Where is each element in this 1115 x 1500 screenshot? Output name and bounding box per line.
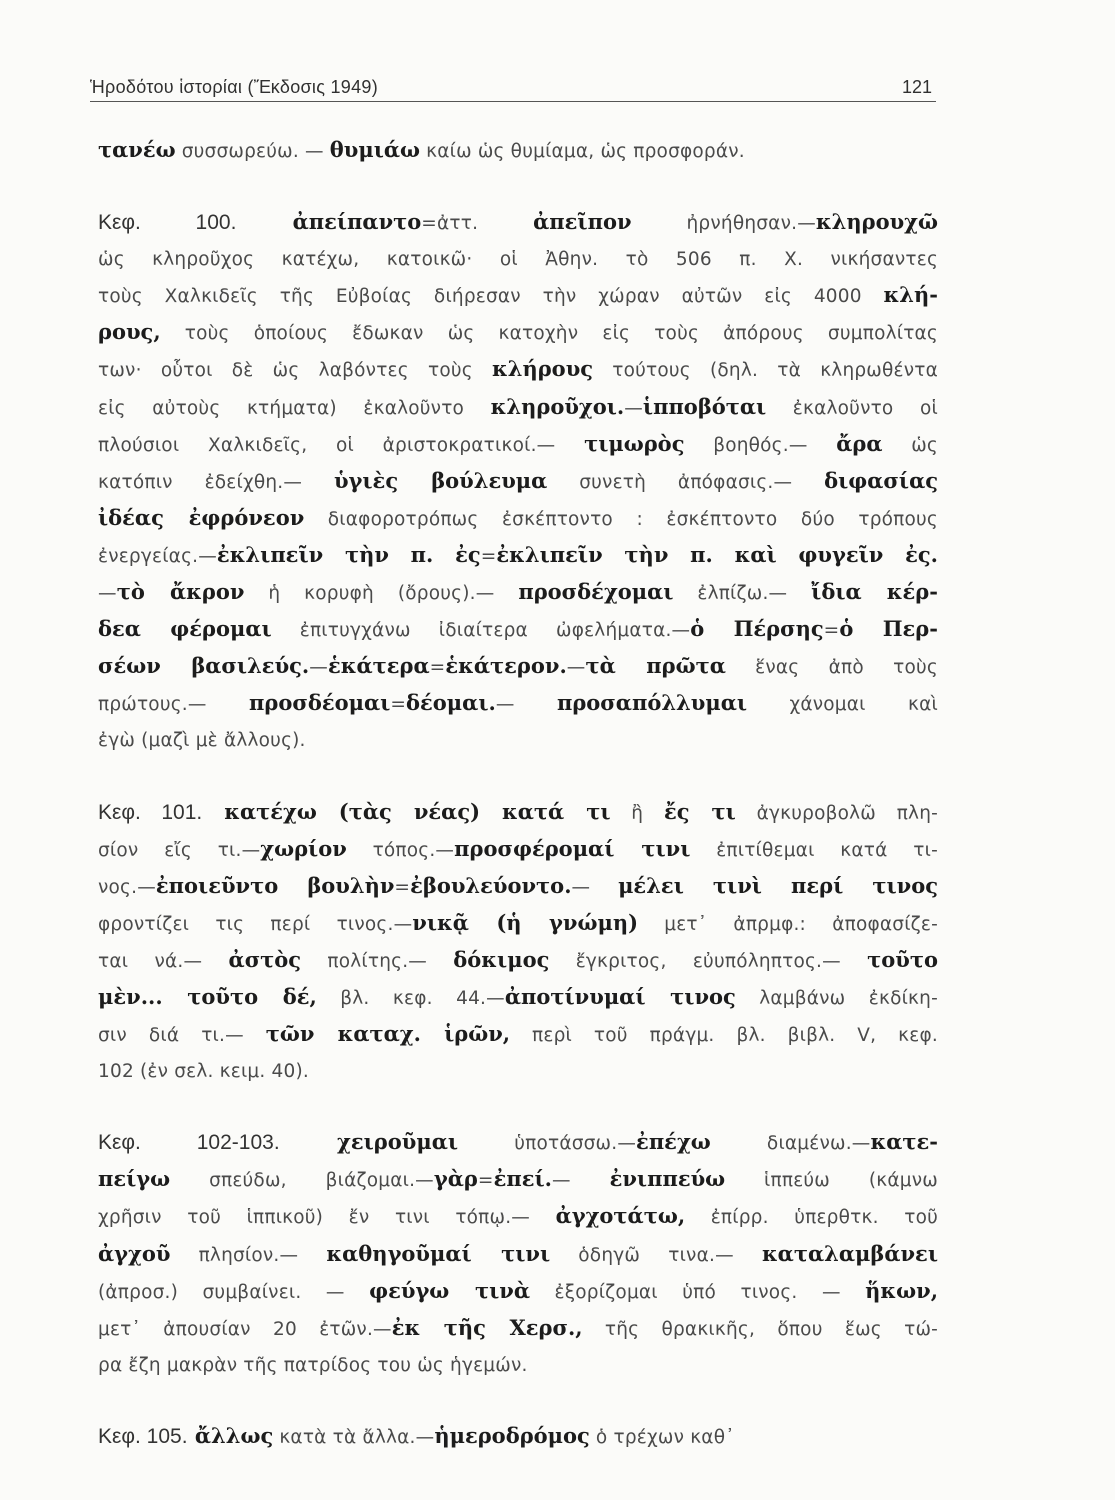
gloss: διαφοροτρόπως ἐσκέπτοντο : ἐσκέπτοντο δύο τρόπους <box>304 508 938 530</box>
lemma: ὑγιὲς βούλευμα <box>333 467 548 493</box>
gloss: ἐπιτίθεμαι κατά τι- <box>690 839 938 861</box>
lemma: ἐπέχω <box>636 1129 711 1155</box>
gloss: ἔγκριτος, εὐυπόληπτος.— <box>549 950 868 972</box>
text-line <box>98 1236 938 1273</box>
lemma: μέλει τινὶ περί τινος <box>618 872 938 898</box>
gloss: = <box>480 545 497 567</box>
lemma: ἑκάτερον. <box>445 653 567 679</box>
paragraph-kef102 <box>98 1124 938 1383</box>
lemma: χειροῦμαι <box>279 1129 459 1155</box>
text-line <box>98 942 938 979</box>
text-line <box>98 314 938 351</box>
gloss: — <box>551 1170 610 1192</box>
gloss: σιν διά τι.— <box>98 1025 266 1047</box>
gloss: κατόπιν ἐδείχθη.— <box>98 471 334 493</box>
running-head <box>90 73 936 102</box>
lemma: δεα φέρομαι <box>98 616 272 642</box>
lemma: ὁ Περ- <box>839 616 938 642</box>
gloss: βλ. κεφ. 44.— <box>316 987 505 1009</box>
gloss: λαμβάνω ἐκδίκη- <box>735 987 938 1009</box>
lemma: κλή- <box>883 282 938 308</box>
gloss: = <box>390 694 407 716</box>
text-line <box>98 794 938 831</box>
gloss: ἐγὼ (μαζὶ μὲ ἄλλους). <box>98 730 306 752</box>
lemma: ὁ Πέρσης <box>690 616 824 642</box>
gloss: ἢ <box>610 802 664 824</box>
gloss: — <box>495 694 557 716</box>
lemma: ἐβουλεύοντο. <box>410 872 572 898</box>
gloss: πρώτους.— <box>98 694 250 716</box>
gloss: τῆς θρακικῆς, ὅπου ἕως τώ- <box>582 1318 938 1340</box>
text-line <box>98 204 938 241</box>
text-line <box>98 1310 938 1347</box>
lemma: ἐκλιπεῖν τὴν π. καὶ φυγεῖν ἐς. <box>496 541 938 567</box>
lemma: προσδέχομαι <box>518 579 674 605</box>
text-line <box>98 277 938 314</box>
text-line <box>98 426 938 463</box>
gloss: τοὺς ὁποίους ἔδωκαν ὡς κατοχὴν εἰς τοὺς ἀπόρους συμπολίτας <box>160 323 938 345</box>
gloss: ἐκαλοῦντο οἱ <box>766 397 938 419</box>
text-line <box>98 1016 938 1053</box>
text-line <box>98 389 938 426</box>
text-line <box>98 1273 938 1310</box>
lemma: τὸ ἄκρον <box>116 579 245 605</box>
gloss: ται νά.— <box>98 950 229 972</box>
lemma: χωρίον <box>260 835 347 861</box>
gloss: — <box>571 876 619 898</box>
gloss: ἡ κορυφὴ (ὄρους).— <box>244 583 519 605</box>
lemma: καταλαμβάνει <box>761 1240 938 1266</box>
gloss: ἀγκυροβολῶ πλη- <box>735 802 938 824</box>
lemma: κληρουχῶ <box>815 209 938 235</box>
gloss: των· οὗτοι δὲ ὡς λαβόντες τοὺς <box>98 360 492 382</box>
text-line <box>98 537 938 574</box>
chapter-label: Κεφ. <box>98 1424 147 1448</box>
chapter-label: Κεφ. <box>98 211 196 235</box>
lemma: ἔς τι <box>663 798 736 824</box>
gloss: κατὰ τὰ ἄλλα.— <box>273 1426 435 1448</box>
text-line <box>98 1124 938 1161</box>
text-line <box>98 611 938 648</box>
text-line <box>98 241 938 277</box>
text-line <box>98 868 938 905</box>
chapter-label: Κεφ. <box>98 800 162 824</box>
gloss: ἠρνήθησαν.— <box>631 213 816 235</box>
paragraph-kef101 <box>98 794 938 1090</box>
paragraph-kef100 <box>98 204 938 758</box>
gloss: βοηθός.— <box>684 434 837 456</box>
lemma: ἀπεῖπον <box>533 209 632 235</box>
text-line <box>98 1347 938 1383</box>
lemma: κληροῦχοι. <box>490 393 625 419</box>
text-line <box>98 685 938 722</box>
lemma: κλήρους <box>491 356 594 382</box>
lemma: ἀγχοῦ <box>98 1240 171 1266</box>
lemma: ἀποτίνυμαί τινος <box>504 983 736 1009</box>
gloss: = <box>429 657 446 679</box>
gloss: τούτους (δηλ. τὰ κληρωθέντα <box>593 360 938 382</box>
gloss: χρῆσιν τοῦ ἱππικοῦ) ἔν τινι τόπῳ.— <box>98 1207 556 1229</box>
text-line <box>98 351 938 388</box>
lemma: τῶν καταχ. ἱρῶν, <box>265 1021 511 1047</box>
lemma: προσφέρομαί τινι <box>454 835 691 861</box>
gloss: =ἀττ. <box>421 213 534 235</box>
lemma: ἐκ τῆς Χερσ., <box>391 1314 583 1340</box>
gloss: ἐπιτυγχάνω ἰδιαίτερα ὠφελήματα.— <box>271 620 691 642</box>
gloss: πολίτης.— <box>301 950 454 972</box>
lemma: ἐποιεῦντο βουλὴν <box>155 872 395 898</box>
gloss: (ἀπροσ.) συμβαίνει. — <box>98 1281 370 1303</box>
text-line <box>98 1418 938 1455</box>
chapter-number: 100. <box>195 211 237 235</box>
lemma: σέων βασιλεύς. <box>98 653 310 679</box>
gloss: — <box>566 657 586 679</box>
chapter-number: 101. <box>161 800 203 824</box>
lemma: νικᾷ (ἡ γνώμη) <box>412 909 639 935</box>
lemma: ἀπείπαντο <box>236 209 422 235</box>
gloss: φροντίζει τις περί τινος.— <box>98 913 413 935</box>
gloss: ὑποτάσσω.— <box>458 1133 637 1155</box>
text-line <box>98 831 938 868</box>
gloss: πλούσιοι Χαλκιδεῖς, οἱ ἀριστοκρατικοί.— <box>98 434 585 456</box>
running-head-title: Ἡροδότου ἱστορίαι (Ἔκδοσις 1949) <box>90 77 379 97</box>
lemma: ἴδια κέρ- <box>811 579 938 605</box>
lemma: τιμωρὸς <box>584 430 685 456</box>
lemma: γὰρ <box>433 1166 478 1192</box>
lemma: κατε- <box>870 1129 938 1155</box>
chapter-label: Κεφ. <box>98 1131 197 1155</box>
lemma: μὲν... τοῦτο δέ, <box>98 983 317 1009</box>
lemma: ἐνιππεύω <box>609 1166 726 1192</box>
gloss: καίω ὡς θυμίαμα, ὡς προσφοράν. <box>420 141 745 162</box>
lemma: ἱπποβόται <box>642 393 767 419</box>
gloss: = <box>823 620 840 642</box>
gloss: συσσωρεύω. — <box>175 141 330 162</box>
gloss: τόπος.— <box>346 839 455 861</box>
lemma: τανέω <box>98 137 176 162</box>
gloss: εἰς αὐτοὺς κτήματα) ἐκαλοῦντο <box>98 397 491 419</box>
lemma: διφασίας <box>824 467 938 493</box>
gloss: πλησίον.— <box>170 1244 327 1266</box>
lemma: ἀστὸς <box>228 946 302 972</box>
gloss: νος.— <box>98 876 156 898</box>
text-line <box>98 574 938 611</box>
gloss: — <box>98 583 117 605</box>
lemma: ἡμεροδρόμος <box>434 1422 590 1448</box>
lemma: καθηγοῦμαί τινι <box>326 1240 551 1266</box>
gloss: ἕνας ἀπὸ τοὺς <box>725 657 938 679</box>
gloss: ὁ τρέχων καθ᾽ <box>589 1426 735 1448</box>
gloss: — <box>309 657 328 679</box>
gloss: = <box>477 1170 494 1192</box>
lemma: κατέχω (τὰς νέας) κατά τι <box>202 798 611 824</box>
lemma: πείγω <box>98 1166 171 1192</box>
text-line <box>98 648 938 685</box>
lemma: δόκιμος <box>453 946 550 972</box>
gloss: ὡς <box>882 434 938 456</box>
gloss: = <box>394 876 411 898</box>
gloss: περὶ τοῦ πράγμ. βλ. βιβλ. V, κεφ. <box>510 1025 938 1047</box>
gloss: τοὺς Χαλκιδεῖς τῆς Εὐβοίας διήρεσαν τὴν χώραν αὐτῶν εἰς 4000 <box>98 286 884 308</box>
page-number: 121 <box>901 77 932 97</box>
chapter-number: 105. <box>146 1424 188 1448</box>
text-line <box>98 132 938 169</box>
gloss: σπεύδω, βιάζομαι.— <box>170 1170 434 1192</box>
text-line <box>98 722 938 758</box>
chapter-number: 102-103. <box>196 1131 280 1155</box>
lemma: προσδέομαι <box>249 690 391 716</box>
gloss: χάνομαι καὶ <box>747 694 938 716</box>
lemma: τοῦτο <box>867 946 938 972</box>
gloss: ὁδηγῶ τινα.— <box>550 1244 762 1266</box>
text-line <box>98 463 938 500</box>
text-line <box>98 1198 938 1235</box>
lemma: ἀγχοτάτω, <box>555 1203 686 1229</box>
lemma: φεύγω τινὰ <box>369 1277 531 1303</box>
gloss: μετ᾽ ἀπουσίαν 20 ἐτῶν.— <box>98 1318 392 1340</box>
lemma: δέομαι. <box>406 690 496 716</box>
lemma: τὰ πρῶτα <box>585 653 726 679</box>
lemma: ἰδέας ἐφρόνεον <box>98 504 305 530</box>
lemma: ἐπεί. <box>493 1166 552 1192</box>
commentary-body <box>98 132 938 1455</box>
text-line <box>98 1053 938 1089</box>
text-line <box>98 500 938 537</box>
gloss: ἐξορίζομαι ὑπό τινος. — <box>530 1281 866 1303</box>
lemma: ἄρα <box>836 430 883 456</box>
text-line <box>98 905 938 942</box>
lemma: ἑκάτερα <box>327 653 430 679</box>
gloss: ὡς κληροῦχος κατέχω, κατοικῶ· οἱ Ἀθην. τὸ 506 π. Χ. νικήσαντες <box>98 249 938 271</box>
gloss: 102 (ἐν σελ. κειμ. 40). <box>98 1061 309 1083</box>
gloss: μετ᾽ ἀπρμφ.: ἀποφασίζε- <box>638 913 938 935</box>
gloss: ρα ἔζη μακρὰν τῆς πατρίδος του ὡς ἡγεμών. <box>98 1354 528 1376</box>
text-line <box>98 979 938 1016</box>
gloss: ἐπίρρ. ὑπερθτκ. τοῦ <box>685 1207 938 1229</box>
lemma: θυμιάω <box>329 137 421 162</box>
gloss: — <box>624 397 643 419</box>
lemma: ρους, <box>98 319 161 345</box>
paragraph-cont <box>98 132 938 169</box>
lemma: ἄλλως <box>187 1422 274 1448</box>
lemma: ἥκων, <box>865 1277 938 1303</box>
gloss: ἱππεύω (κάμνω <box>725 1170 938 1192</box>
gloss: ἐλπίζω.— <box>673 583 812 605</box>
gloss: ἐνεργείας.— <box>98 545 217 567</box>
lemma: ἐκλιπεῖν τὴν π. ἐς <box>216 541 481 567</box>
gloss: συνετὴ ἀπόφασις.— <box>547 471 825 493</box>
paragraph-kef105 <box>98 1418 938 1455</box>
lemma: προσαπόλλυμαι <box>556 690 748 716</box>
gloss: σίον εἴς τι.— <box>98 839 261 861</box>
gloss: διαμένω.— <box>710 1133 871 1155</box>
text-line <box>98 1161 938 1198</box>
